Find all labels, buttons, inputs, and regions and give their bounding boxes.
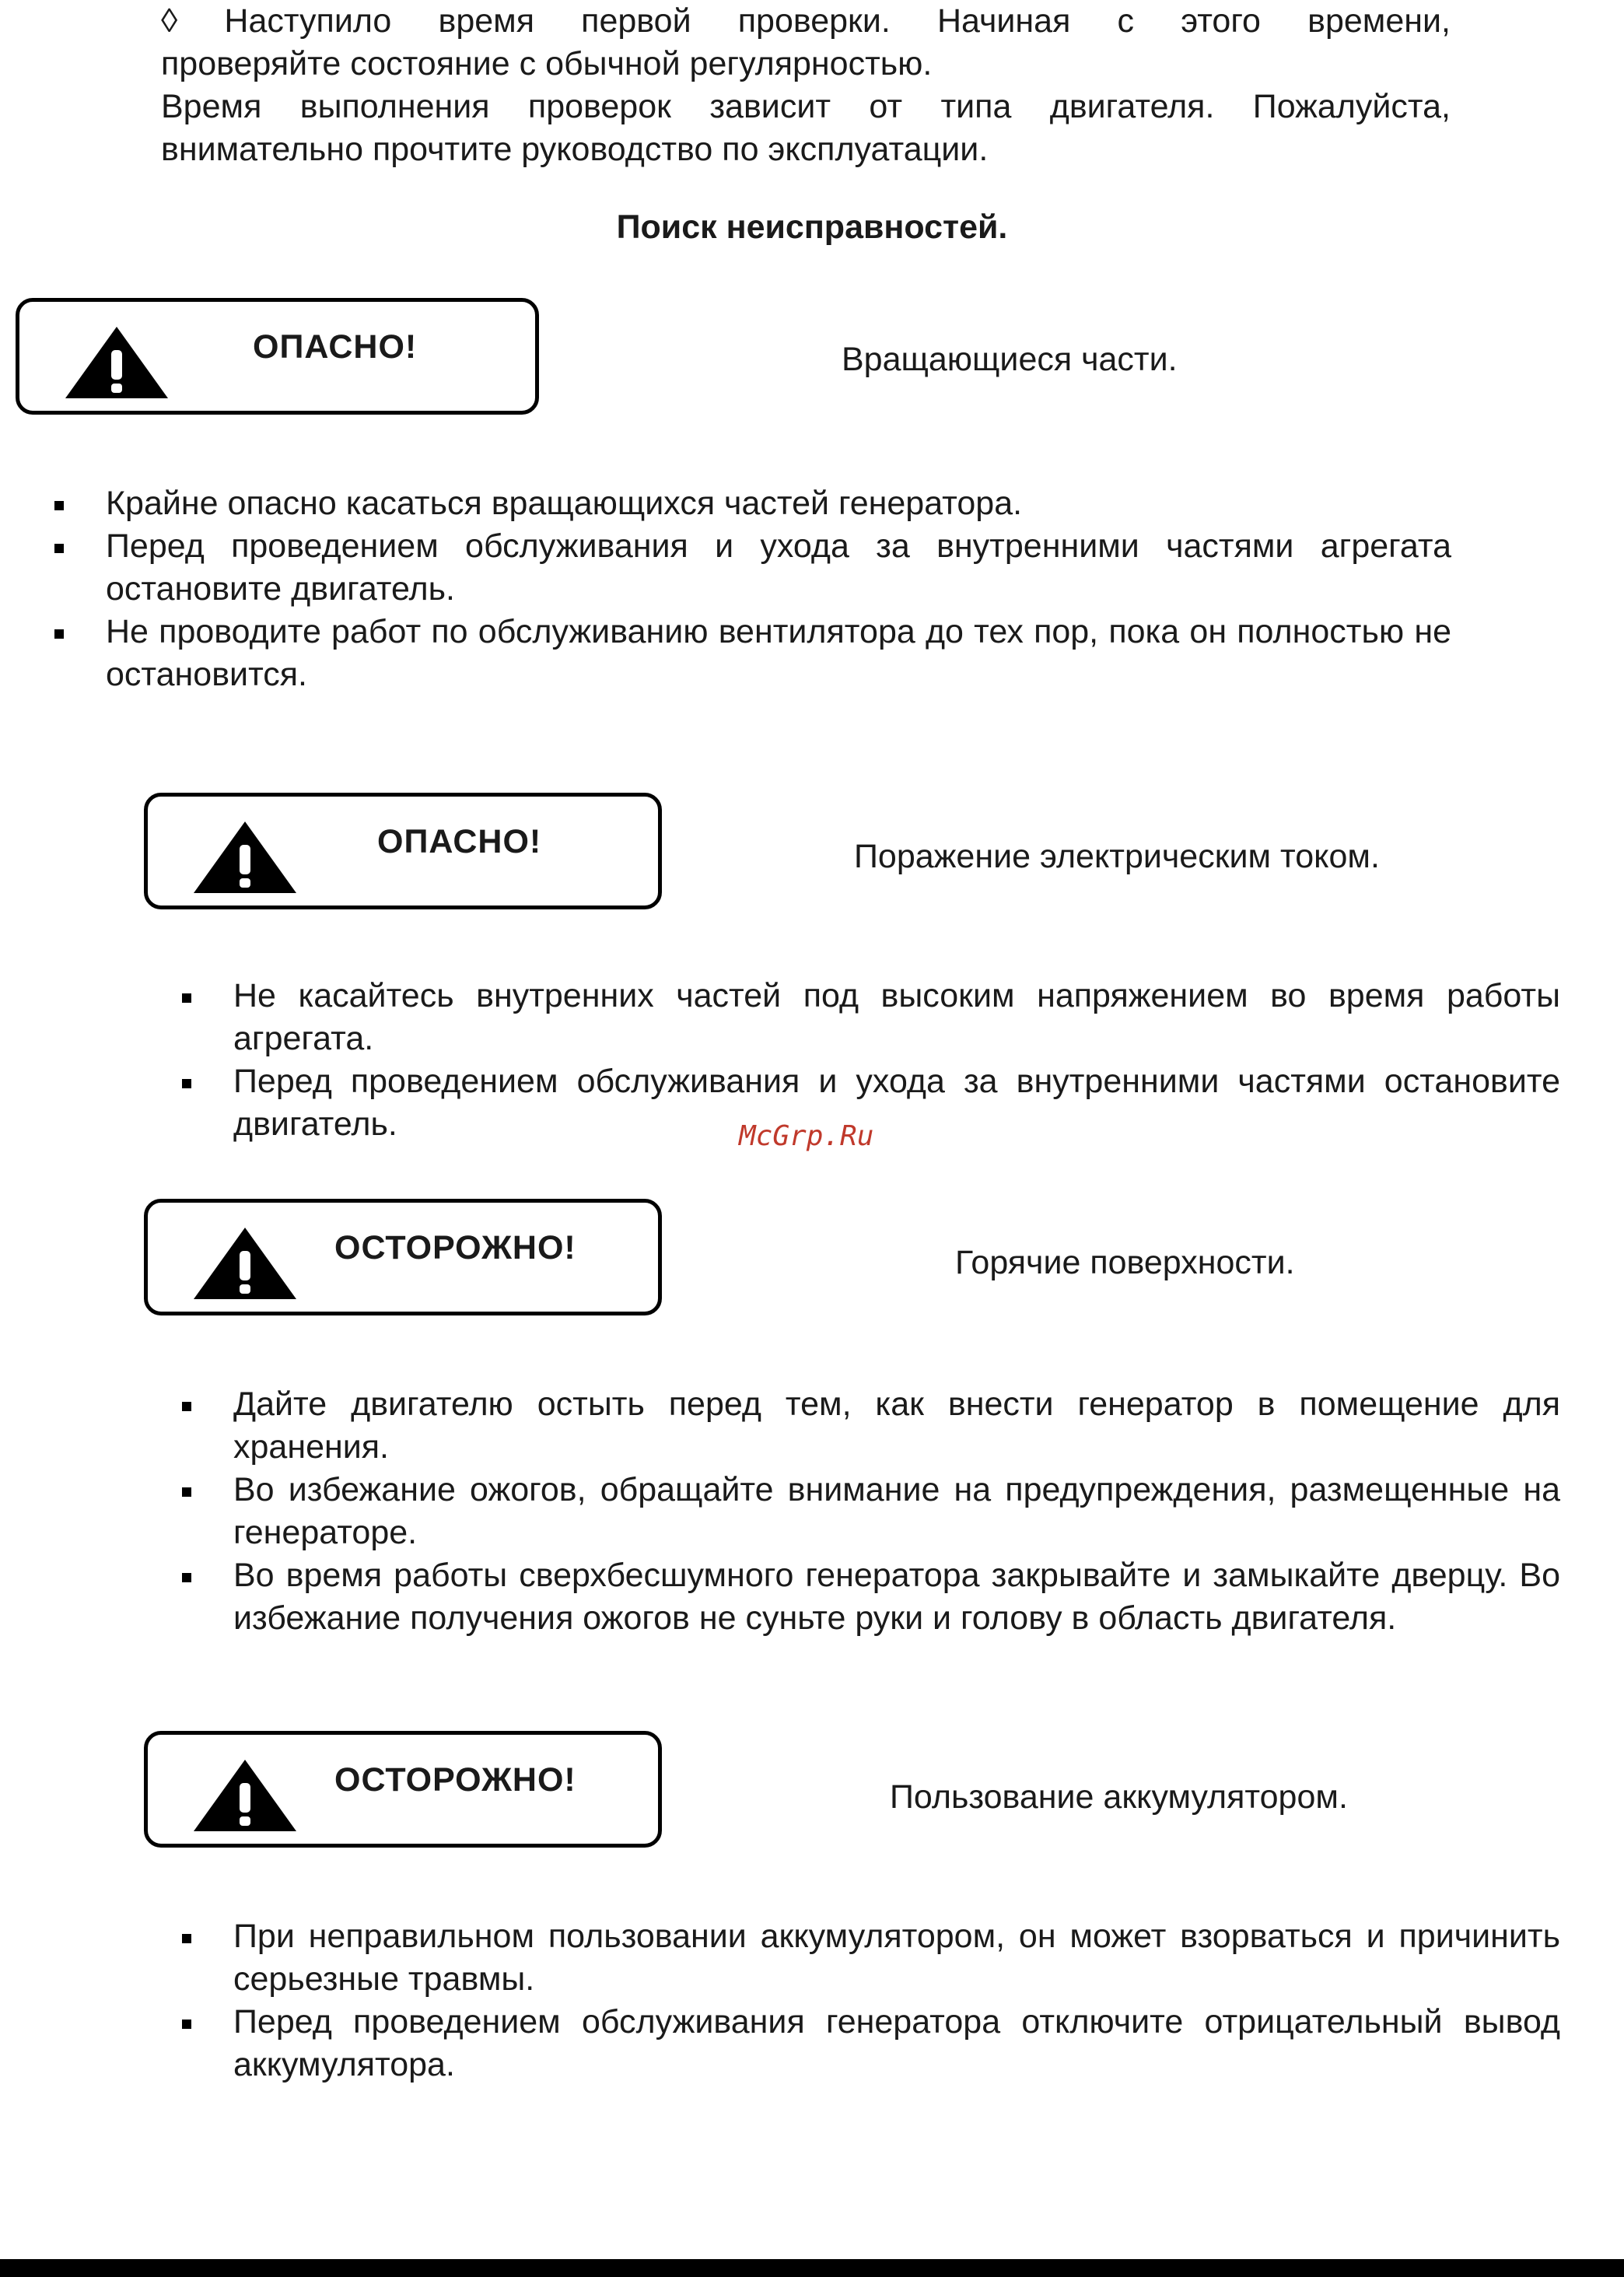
bullet-icon <box>182 1573 191 1582</box>
list-item-text: Во избежание ожогов, обращайте внимание на предупреждения, размещенные на генераторе. <box>233 1471 1560 1551</box>
bullet-list <box>233 1915 1560 2086</box>
list-item <box>233 1060 1560 1146</box>
caution-label-box <box>144 1731 662 1848</box>
danger-label-box <box>16 298 539 415</box>
bullet-icon <box>54 629 64 639</box>
list-item-text: Перед проведением обслуживания и ухода за внутренними частями остановите двигатель. <box>233 1063 1560 1143</box>
warning-triangle-icon <box>62 324 171 401</box>
list-item-text: Крайне опасно касаться вращающихся частей генератора. <box>106 485 1023 522</box>
list-item <box>233 1383 1560 1469</box>
bullet-list <box>233 975 1560 1146</box>
list-item <box>233 1469 1560 1554</box>
list-item <box>106 611 1451 696</box>
list-item-text: Не проводите работ по обслуживанию вентилятора до тех пор, пока он полностью не остановится. <box>106 613 1451 693</box>
caution-label-box <box>144 1199 662 1315</box>
hazard-caption: Поражение электрическим током. <box>854 838 1380 875</box>
signal-word: ОСТОРОЖНО! <box>334 1229 576 1266</box>
section-heading: Поиск неисправностей. <box>616 208 1008 246</box>
signal-word: ОПАСНО! <box>253 328 418 366</box>
list-item <box>233 975 1560 1060</box>
watermark: McGrp.Ru <box>739 1120 874 1152</box>
list-item-text: Во время работы сверхбесшумного генератора закрывайте и замыкайте дверцу. Во избежание получения ожогов не суньте руки и голову в область двигателя. <box>233 1557 1560 1637</box>
intro-line: внимательно прочтите руководство по эксплуатации. <box>161 131 989 168</box>
list-item-text: Перед проведением обслуживания генератора отключите отрицательный вывод аккумулятора. <box>233 2003 1560 2083</box>
bullet-icon <box>182 993 191 1003</box>
list-item <box>233 1915 1560 2001</box>
danger-label-box <box>144 793 662 909</box>
warning-triangle-icon <box>191 1757 299 1834</box>
hazard-caption: Вращающиеся части. <box>842 341 1178 378</box>
bullet-list <box>233 1383 1560 1640</box>
bullet-icon <box>182 1934 191 1943</box>
bullet-icon <box>182 1079 191 1088</box>
bullet-icon <box>182 1487 191 1497</box>
signal-word: ОСТОРОЖНО! <box>334 1761 576 1799</box>
list-item-text: При неправильном пользовании аккумулятором, он может взорваться и причинить серьезные травмы. <box>233 1918 1560 1998</box>
bullet-list <box>106 482 1451 696</box>
bullet-icon <box>54 501 64 510</box>
list-item <box>233 1554 1560 1640</box>
list-item <box>106 525 1451 611</box>
intro-line: ◊ Наступило время первой проверки. Начиная с этого времени, <box>161 2 1451 40</box>
list-item <box>233 2001 1560 2086</box>
hazard-caption: Горячие поверхности. <box>955 1244 1295 1281</box>
list-item-text: Не касайтесь внутренних частей под высоким напряжением во время работы агрегата. <box>233 977 1560 1057</box>
bullet-icon <box>54 544 64 553</box>
intro-paragraph <box>161 0 1451 171</box>
list-item-text: Дайте двигателю остыть перед тем, как внести генератор в помещение для хранения. <box>233 1385 1560 1466</box>
page-bottom-bar <box>0 2259 1624 2277</box>
signal-word: ОПАСНО! <box>377 823 542 860</box>
hazard-caption: Пользование аккумулятором. <box>890 1778 1348 1816</box>
intro-line: Время выполнения проверок зависит от типа двигателя. Пожалуйста, <box>161 88 1451 125</box>
list-item <box>106 482 1451 525</box>
list-item-text: Перед проведением обслуживания и ухода за внутренними частями агрегата остановите двигатель. <box>106 527 1451 608</box>
bullet-icon <box>182 2020 191 2029</box>
warning-triangle-icon <box>191 818 299 896</box>
warning-triangle-icon <box>191 1224 299 1302</box>
bullet-icon <box>182 1402 191 1411</box>
intro-line: проверяйте состояние с обычной регулярностью. <box>161 45 933 82</box>
